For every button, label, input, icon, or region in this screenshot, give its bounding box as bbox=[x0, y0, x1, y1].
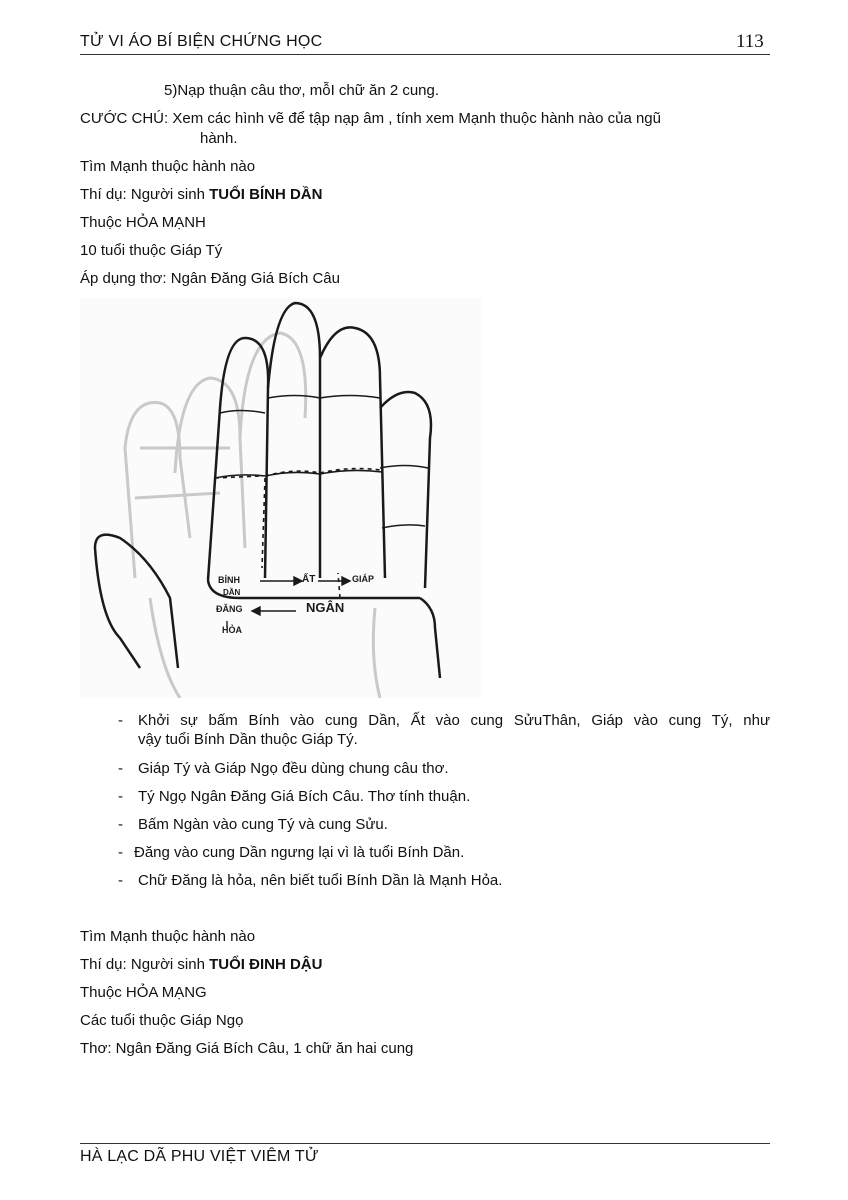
bullet-4-text: Bấm Ngàn vào cung Tý và cung Sửu. bbox=[138, 816, 388, 833]
page-number: 113 bbox=[736, 31, 764, 52]
example2-prefix: Thí dụ: Người sinh bbox=[80, 956, 210, 973]
example1-age: TUỔI BÍNH DẦN bbox=[209, 186, 323, 203]
example1-poem: Áp dụng thơ: Ngân Đăng Giá Bích Câu bbox=[80, 270, 340, 287]
bullet-1-dash: - bbox=[118, 712, 123, 729]
example1-heading: Tìm Mạnh thuộc hành nào bbox=[80, 158, 256, 175]
bullet-6-dash: - bbox=[118, 872, 123, 889]
example2-group: Các tuổi thuộc Giáp Ngọ bbox=[80, 1012, 244, 1029]
example2-age: TUỔI ĐINH DẬU bbox=[209, 956, 323, 973]
main-hand-outline bbox=[95, 303, 440, 678]
footnote-text: Xem các hình vẽ để tập nạp âm , tính xem Mạnh thuộc hành nào của ngũ bbox=[172, 110, 661, 127]
label-dan: DẦN bbox=[223, 588, 241, 597]
label-giap: GIÁP bbox=[352, 574, 375, 584]
example2-poem: Thơ: Ngân Đăng Giá Bích Câu, 1 chữ ăn hai cung bbox=[80, 1040, 414, 1057]
label-binh: BÍNH bbox=[218, 575, 240, 585]
step-5-line: 5)Nạp thuận câu thơ, mỗI chữ ăn 2 cung. bbox=[164, 82, 440, 99]
label-hoa: HỎA bbox=[222, 625, 242, 635]
example1-element: Thuộc HỎA MẠNH bbox=[80, 214, 206, 231]
label-dang: ĐĂNG bbox=[216, 604, 243, 614]
example2-line bbox=[80, 956, 322, 974]
bullet-3-dash: - bbox=[118, 788, 123, 805]
footer-rule bbox=[80, 1143, 770, 1144]
example2-element: Thuộc HỎA MẠNG bbox=[80, 984, 207, 1001]
running-header-title: TỬ VI ÁO BÍ BIỆN CHỨNG HỌC bbox=[80, 33, 323, 50]
label-ngan: NGÂN bbox=[306, 600, 345, 615]
bullet-1-line-1: Khởi sự bấm Bính vào cung Dần, Ất vào cung SửuThân, Giáp vào cung Tý, như bbox=[138, 712, 770, 729]
bullet-2-text: Giáp Tý và Giáp Ngọ đều dùng chung câu thơ. bbox=[138, 760, 449, 777]
hand-diagram-figure bbox=[80, 298, 482, 698]
example2-heading: Tìm Mạnh thuộc hành nào bbox=[80, 928, 256, 945]
bullet-5-dash: - bbox=[118, 844, 123, 861]
example1-line bbox=[80, 186, 322, 204]
label-at: ẤT bbox=[302, 574, 316, 585]
footnote-continuation: hành. bbox=[200, 130, 238, 147]
bullet-5-text: Đăng vào cung Dần ngưng lại vì là tuổi Bính Dần. bbox=[134, 844, 465, 861]
footnote-paragraph bbox=[80, 110, 770, 128]
knuckle-lines bbox=[215, 396, 428, 529]
bullet-3-text: Tý Ngọ Ngân Đăng Giá Bích Câu. Thơ tính thuận. bbox=[138, 788, 471, 805]
bullet-1-line-2: vậy tuổi Bính Dần thuộc Giáp Tý. bbox=[138, 731, 358, 748]
example1-prefix: Thí dụ: Người sinh bbox=[80, 186, 210, 203]
running-footer: HÀ LẠC DÃ PHU VIỆT VIÊM TỬ bbox=[80, 1148, 319, 1165]
header-rule bbox=[80, 54, 770, 55]
footnote-label: CƯỚC CHÚ: bbox=[80, 110, 169, 127]
bullet-6-text: Chữ Đăng là hỏa, nên biết tuổi Bính Dần là Mạnh Hỏa. bbox=[138, 872, 503, 889]
bullet-2-dash: - bbox=[118, 760, 123, 777]
example1-group: 10 tuổi thuộc Giáp Tý bbox=[80, 242, 223, 259]
hand-diagram bbox=[80, 298, 482, 698]
ghost-hand-outline bbox=[125, 333, 380, 698]
bullet-4-dash: - bbox=[118, 816, 123, 833]
